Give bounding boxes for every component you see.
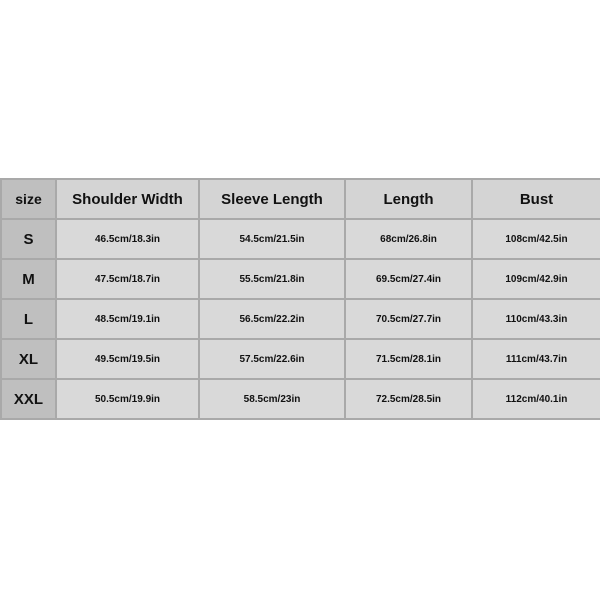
sleeve-length-cell: 56.5cm/22.2in bbox=[199, 299, 345, 339]
table-row bbox=[1, 339, 600, 379]
shoulder-width-cell: 50.5cm/19.9in bbox=[56, 379, 199, 419]
bust-cell: 112cm/40.1in bbox=[472, 379, 600, 419]
bust-cell: 111cm/43.7in bbox=[472, 339, 600, 379]
sleeve-length-header: Sleeve Length bbox=[199, 179, 345, 219]
size-label: L bbox=[1, 299, 56, 339]
shoulder-width-cell: 48.5cm/19.1in bbox=[56, 299, 199, 339]
shoulder-width-cell: 46.5cm/18.3in bbox=[56, 219, 199, 259]
bust-cell: 108cm/42.5in bbox=[472, 219, 600, 259]
length-cell: 68cm/26.8in bbox=[345, 219, 472, 259]
length-cell: 69.5cm/27.4in bbox=[345, 259, 472, 299]
size-chart-table bbox=[0, 178, 600, 420]
shoulder-width-header: Shoulder Width bbox=[56, 179, 199, 219]
bust-cell: 110cm/43.3in bbox=[472, 299, 600, 339]
shoulder-width-cell: 49.5cm/19.5in bbox=[56, 339, 199, 379]
sleeve-length-cell: 54.5cm/21.5in bbox=[199, 219, 345, 259]
bust-cell: 109cm/42.9in bbox=[472, 259, 600, 299]
table-row bbox=[1, 219, 600, 259]
table-row bbox=[1, 259, 600, 299]
sleeve-length-cell: 55.5cm/21.8in bbox=[199, 259, 345, 299]
length-cell: 72.5cm/28.5in bbox=[345, 379, 472, 419]
header-row bbox=[1, 179, 600, 219]
size-label: M bbox=[1, 259, 56, 299]
length-header: Length bbox=[345, 179, 472, 219]
size-column-header: size bbox=[1, 179, 56, 219]
table-row bbox=[1, 299, 600, 339]
sleeve-length-cell: 58.5cm/23in bbox=[199, 379, 345, 419]
size-label: XXL bbox=[1, 379, 56, 419]
size-label: S bbox=[1, 219, 56, 259]
length-cell: 70.5cm/27.7in bbox=[345, 299, 472, 339]
length-cell: 71.5cm/28.1in bbox=[345, 339, 472, 379]
size-label: XL bbox=[1, 339, 56, 379]
shoulder-width-cell: 47.5cm/18.7in bbox=[56, 259, 199, 299]
sleeve-length-cell: 57.5cm/22.6in bbox=[199, 339, 345, 379]
table-row bbox=[1, 379, 600, 419]
bust-header: Bust bbox=[472, 179, 600, 219]
